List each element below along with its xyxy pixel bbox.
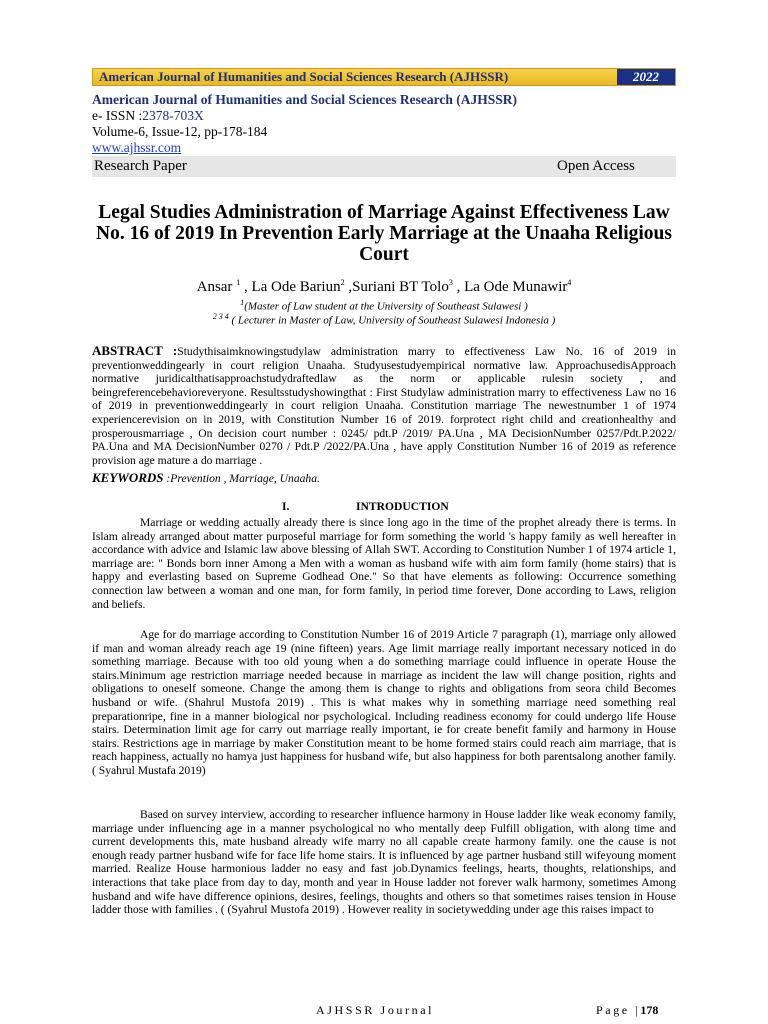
header-issn bbox=[92, 108, 204, 124]
author-sup: 1 bbox=[236, 278, 241, 287]
author-name: , La Ode Munawir bbox=[452, 279, 568, 295]
affiliation-1 bbox=[92, 298, 676, 313]
paragraph: Marriage or wedding actually already there is since long ago in the time of the prophet already there is terms. In Islam already arranged about matter purposeful marriage for form something the world 's happy family as well hereafter in accordance with advice and Islamic law above blessing of Allah SWT. According to Constitution Number 1 of 1974 article 1, marriage are: " Bonds born inner Among a Men with a woman as husband wife with aim form family (home stairs) that is happy and everlasting based on Supreme Godhead One." So that have elements as following: Occurrence something connection law between a woman and one man, for form family, in period time forever, Done according to Laws, religion and beliefs. bbox=[92, 516, 676, 611]
author-sup: 3 bbox=[448, 278, 453, 287]
paper-type: Research Paper bbox=[94, 158, 187, 174]
abstract-text: Studythisaimknowingstudylaw administration marry to effectiveness Law No. 16 of 2019 in preventionweddingearly in court religion Unaaha. Studyusestudyempirical normative law. ApproachusedisApproach normative juridicalthatisapproachstudydraftedlaw as the norm or applicable rulesin society , and beingreferencebehavioreveryone. Resultsstudyshowingthat : First Studylaw administration marry to effectiveness Law no 16 of 2019 in preventionweddingearly in court religion Unaaha. Constitution marriage The newestnumber 1 of 1974 experiencerevision on in 2019, with Constitution Number 16 of 2019. forprotect right child and creationhealthy and prosperousmarriage , On decision court number : 0245/ pdt.P /2019/ PA.Una , MA DecisionNumber 0257/Pdt.P.2022/ PA.Una and MA DecisionNumber 0270 / Pdt.P /2022/PA.Una , have apply Constitution Number 16 of 2019 as reference provision age mature a do marriage . bbox=[92, 345, 676, 467]
journal-url-link[interactable]: www.ajhssr.com bbox=[92, 140, 182, 155]
header-volume: Volume-6, Issue-12, pp-178-184 bbox=[92, 124, 268, 139]
page-number: 178 bbox=[640, 1003, 659, 1017]
banner-journal-title: American Journal of Humanities and Social Sciences Research (AJHSSR) bbox=[99, 69, 509, 84]
affiliation-sup: 1 bbox=[240, 298, 245, 307]
journal-banner bbox=[92, 68, 676, 86]
keywords-text: :Prevention , Marriage, Unaaha. bbox=[163, 472, 320, 485]
author-name: Ansar bbox=[196, 279, 237, 295]
affiliation-text: (Master of Law student at the University of Southeast Sulawesi ) bbox=[244, 300, 528, 313]
paragraph: Age for do marriage according to Constitution Number 16 of 2019 Article 7 paragraph (1), marriage only allowed if man and woman already reach age 19 (nine fifteen) years. Age limit marriage really important necessary noticed in do something marriage. Because with too old young when a do something marriage could influence in operate House the stairs.Minimum age restriction marriage needed because in marriage as incident the law will change position, rights and obligations to oneself someone. Change the among them is change to rights and obligations from seora child Becomes husband or wife. (Shahrul Mustofa 2019) . This is what makes why in something marriage need something real preparationripe, fine in a manner biological nor psychological. Including readiness economy for could undergo life House stairs. Determination limit age for carry out marriage really important, ie for create benefit family and harmony in House stairs. Restrictions age in marriage by maker Constitution meant to be home formed stairs could reach aim marriage, that is reach happiness, actually no hamya just happiness for husband wife, but also happiness for both parentsalong another family. ( Syahrul Mustafa 2019) bbox=[92, 628, 676, 777]
paper-title: Legal Studies Administration of Marriage Against Effectiveness Law No. 16 of 2019 In Prevention Early Marriage at the Unaaha Religious Court bbox=[96, 202, 672, 265]
access-type: Open Access bbox=[557, 158, 635, 174]
section-number: I. bbox=[282, 500, 290, 513]
page-label: Page | bbox=[596, 1003, 641, 1017]
issn-label: e- ISSN : bbox=[92, 108, 143, 123]
keywords-label: KEYWORDS bbox=[92, 470, 164, 485]
paper-type-bar bbox=[92, 156, 676, 177]
author-name: ,Suriani BT Tolo bbox=[344, 279, 449, 295]
affiliation-sup: 2 3 4 bbox=[212, 312, 229, 321]
footer-journal: AJHSSR Journal bbox=[316, 1003, 435, 1017]
keywords bbox=[92, 470, 320, 486]
author-list bbox=[92, 278, 676, 296]
author-sup: 4 bbox=[567, 278, 572, 287]
author-sup: 2 bbox=[340, 278, 345, 287]
banner-year: 2022 bbox=[617, 69, 675, 85]
author-name: , La Ode Bariun bbox=[240, 279, 341, 295]
paragraph: Based on survey interview, according to researcher influence harmony in House ladder like weak economy family, marriage under influencing age in a manner psychological no who mentally deep Fulfill obligation, with along time and current developments this, mate husband already wife marry no all capable create harmony family. one the cause is not enough ready partner husband wife for face life home stairs. It is influenced by age partner husband still wifeyoung moment married. Realize House harmonious ladder no easy and fast job.Dynamics feelings, hearts, thoughts, relationships, and interactions that take place from day to day, month and year in House ladder not forever walk harmony, sometimes Among husband and wife have difference opinions, desires, feelings, thoughts and others so that sometimes raises tension in House ladder those with families . ( (Syahrul Mustofa 2019) . However reality in societywedding under age this raises impact to bbox=[92, 808, 676, 917]
header-journal-name: American Journal of Humanities and Social Sciences Research (AJHSSR) bbox=[92, 92, 517, 107]
abstract-label: ABSTRACT : bbox=[92, 343, 178, 358]
section-title: INTRODUCTION bbox=[356, 500, 449, 513]
affiliation-2 bbox=[92, 312, 676, 327]
issn-value: 2378-703X bbox=[142, 108, 204, 123]
abstract bbox=[92, 344, 676, 467]
affiliation-text: ( Lecturer in Master of Law, University of Southeast Sulawesi Indonesia ) bbox=[228, 314, 556, 327]
footer-page bbox=[596, 1003, 658, 1018]
